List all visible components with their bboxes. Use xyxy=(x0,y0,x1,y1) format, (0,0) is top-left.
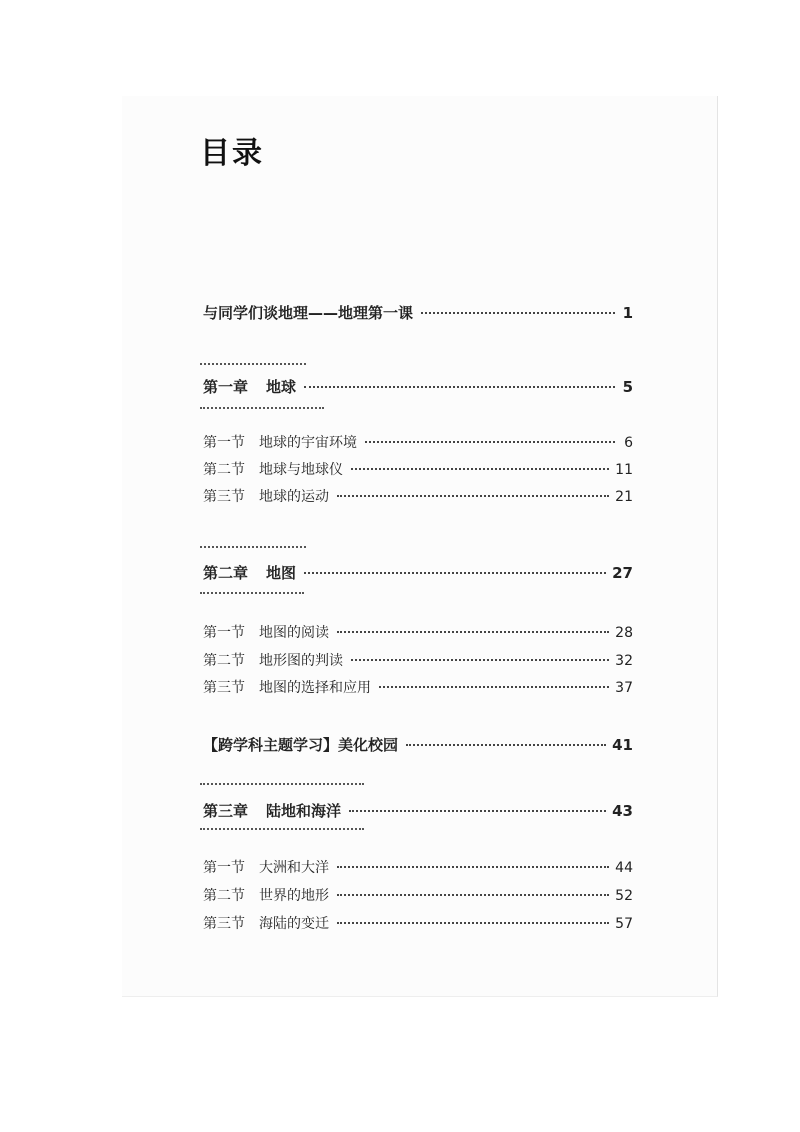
toc-entry-topic[interactable] xyxy=(203,734,633,755)
toc-page-number: 28 xyxy=(615,625,633,641)
chapter-rule-top xyxy=(200,783,364,785)
dot-leader xyxy=(337,922,609,924)
toc-entry-label: 与同学们谈地理——地理第一课 xyxy=(203,304,414,322)
toc-entry-intro[interactable] xyxy=(203,302,633,323)
toc-entry-chapter-2[interactable] xyxy=(203,562,633,583)
toc-entry-label xyxy=(203,913,329,933)
toc-entry-label xyxy=(203,376,296,397)
dot-leader xyxy=(349,810,606,812)
toc-entry-section[interactable] xyxy=(203,432,633,452)
section-title: 地图的选择和应用 xyxy=(259,680,371,696)
toc-page-number: 43 xyxy=(612,802,633,820)
dot-leader xyxy=(379,686,609,688)
toc-entry-chapter-3[interactable] xyxy=(203,800,633,821)
section-title: 地球与地球仪 xyxy=(259,462,343,478)
toc-entry-label xyxy=(203,857,329,877)
section-number: 第三节 xyxy=(203,916,245,932)
chapter-title: 陆地和海洋 xyxy=(266,802,342,820)
toc-entry-section[interactable] xyxy=(203,677,633,697)
toc-entry-label xyxy=(203,677,371,697)
toc-entry-section[interactable] xyxy=(203,622,633,642)
section-title: 大洲和大洋 xyxy=(259,860,329,876)
toc-page-number: 32 xyxy=(615,653,633,669)
toc-entry-chapter-1[interactable] xyxy=(203,376,633,397)
toc-page-number: 11 xyxy=(615,462,633,478)
dot-leader xyxy=(304,572,606,574)
toc-page-number: 41 xyxy=(612,736,633,754)
toc-entry-label xyxy=(203,800,341,821)
chapter-rule-top xyxy=(200,363,306,365)
chapter-rule-bottom xyxy=(200,592,304,594)
toc-page-number: 52 xyxy=(615,888,633,904)
toc-entry-section[interactable] xyxy=(203,459,633,479)
page-title: 目录 xyxy=(200,136,264,171)
section-title: 地球的宇宙环境 xyxy=(259,435,357,451)
section-title: 海陆的变迁 xyxy=(259,916,329,932)
section-number: 第一节 xyxy=(203,625,245,641)
section-title: 地形图的判读 xyxy=(259,653,343,669)
chapter-number: 第二章 xyxy=(203,564,249,582)
section-number: 第一节 xyxy=(203,860,245,876)
section-title: 世界的地形 xyxy=(259,888,329,904)
toc-entry-label xyxy=(203,432,357,452)
chapter-title: 地图 xyxy=(266,564,297,582)
toc-entry-label xyxy=(203,885,329,905)
section-number: 第二节 xyxy=(203,462,245,478)
toc-entry-section[interactable] xyxy=(203,857,633,877)
toc-entry-label xyxy=(203,459,343,479)
toc-entry-label xyxy=(203,622,329,642)
toc-entry-section[interactable] xyxy=(203,486,633,506)
toc-entry-label xyxy=(203,650,343,670)
toc-entry-section[interactable] xyxy=(203,913,633,933)
dot-leader xyxy=(351,659,609,661)
section-title: 地图的阅读 xyxy=(259,625,329,641)
dot-leader xyxy=(351,468,609,470)
dot-leader xyxy=(337,631,609,633)
toc-page-number: 44 xyxy=(615,860,633,876)
chapter-number: 第一章 xyxy=(203,378,249,396)
toc-entry-label xyxy=(203,562,296,583)
dot-leader xyxy=(421,312,615,314)
toc-entry-label: 【跨学科主题学习】美化校园 xyxy=(203,736,399,754)
toc-page-number: 6 xyxy=(624,435,633,451)
chapter-rule-top xyxy=(200,546,306,548)
toc-page-number: 27 xyxy=(612,564,633,582)
chapter-rule-bottom xyxy=(200,407,324,409)
section-number: 第一节 xyxy=(203,435,245,451)
dot-leader xyxy=(406,744,606,746)
toc-page-number: 5 xyxy=(622,378,633,396)
toc-page-number: 57 xyxy=(615,916,633,932)
chapter-number: 第三章 xyxy=(203,802,249,820)
dot-leader xyxy=(304,386,615,388)
dot-leader xyxy=(337,866,609,868)
dot-leader xyxy=(337,495,609,497)
section-number: 第二节 xyxy=(203,888,245,904)
toc-page-number: 1 xyxy=(622,304,633,322)
toc-entry-section[interactable] xyxy=(203,885,633,905)
section-number: 第三节 xyxy=(203,489,245,505)
toc-entry-section[interactable] xyxy=(203,650,633,670)
dot-leader xyxy=(337,894,609,896)
dot-leader xyxy=(365,441,615,443)
toc-page-number: 37 xyxy=(615,680,633,696)
toc-entry-label xyxy=(203,486,329,506)
chapter-rule-bottom xyxy=(200,828,364,830)
chapter-title: 地球 xyxy=(266,378,297,396)
toc-page-number: 21 xyxy=(615,489,633,505)
section-number: 第三节 xyxy=(203,680,245,696)
section-title: 地球的运动 xyxy=(259,489,329,505)
section-number: 第二节 xyxy=(203,653,245,669)
